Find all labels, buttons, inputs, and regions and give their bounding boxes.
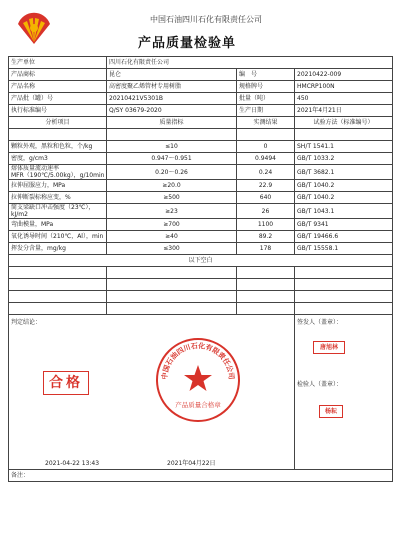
- inspector-label: 检验人（盖章）：: [297, 381, 343, 388]
- row-method: GB/T 1033.2: [295, 153, 393, 165]
- row-result: 1100: [237, 219, 295, 231]
- seal-top-text: 中国石油四川石化有限责任公司: [160, 342, 236, 380]
- qty-value: 450: [295, 93, 393, 105]
- row-index: ≥23: [107, 204, 237, 219]
- name-value: 高密度聚乙烯管材专用树脂: [107, 81, 237, 93]
- row-result: 26: [237, 204, 295, 219]
- col-header-result: 实测结果: [237, 117, 295, 129]
- table-row: [9, 192, 393, 204]
- row-method: GB/T 3682.1: [295, 165, 393, 180]
- row-result: 178: [237, 243, 295, 255]
- no-value: 20210422-009: [295, 69, 393, 81]
- unit-value: 四川石化有限责任公司: [107, 57, 393, 69]
- row-index: ≥700: [107, 219, 237, 231]
- judge-label: 判定结论：: [11, 319, 42, 326]
- signature-cell: [295, 315, 393, 470]
- table-row: [9, 180, 393, 192]
- name-label: 产品名称: [9, 81, 107, 93]
- row-method: SH/T 1541.1: [295, 141, 393, 153]
- row-method: GB/T 1040.2: [295, 192, 393, 204]
- empty-row: [9, 303, 393, 315]
- row-item: 密度，g/cm3: [9, 153, 107, 165]
- table-header-row: [9, 117, 393, 129]
- no-label: 编 号: [237, 69, 295, 81]
- row-method: GB/T 1043.1: [295, 204, 393, 219]
- qty-label: 批量（吨）: [237, 93, 295, 105]
- table-row: [9, 141, 393, 153]
- grade-label: 规格牌号: [237, 81, 295, 93]
- judgement-row: [9, 315, 393, 470]
- row-item: 简支梁缺口冲击强度（23℃）， kJ/m2: [9, 204, 107, 219]
- row-method: GB/T 9341: [295, 219, 393, 231]
- page-title: 产品质量检验单: [138, 36, 237, 51]
- batch-value: 20210421V5301B: [107, 93, 237, 105]
- row-item: 颗粒外观，黑粒和色粒，个/kg: [9, 141, 107, 153]
- row-result: 89.2: [237, 231, 295, 243]
- row-result: 0.24: [237, 165, 295, 180]
- unit-label: 生产单位: [9, 57, 107, 69]
- date-label: 生产日期: [237, 105, 295, 117]
- info-row: [9, 81, 393, 93]
- date-value: 2021年4月21日: [295, 105, 393, 117]
- info-row: [9, 93, 393, 105]
- row-method: GB/T 19466.6: [295, 231, 393, 243]
- blank-note: 以下空白: [9, 255, 393, 267]
- date-center: 2021年04月22日: [167, 460, 216, 467]
- row-result: 22.9: [237, 180, 295, 192]
- brand-label: 产品商标: [9, 69, 107, 81]
- remarks-label: 备注：: [9, 470, 393, 482]
- company-name: 中国石油四川石化有限责任公司: [150, 15, 262, 24]
- row-method: GB/T 15558.1: [295, 243, 393, 255]
- seal-bottom-text: 产品质量合格章: [175, 401, 221, 409]
- row-index: 0.947～0.951: [107, 153, 237, 165]
- pass-stamp: 合格: [43, 371, 89, 395]
- issuer-label: 签发人（盖章）：: [297, 319, 343, 326]
- grade-value: HMCRP100N: [295, 81, 393, 93]
- remarks-row: [9, 470, 393, 482]
- info-row: [9, 105, 393, 117]
- row-result: 0: [237, 141, 295, 153]
- issuer-stamp: 唐旭林: [313, 341, 345, 354]
- col-header-index: 质量指标: [107, 117, 237, 129]
- row-result: 0.9494: [237, 153, 295, 165]
- info-row: [9, 57, 393, 69]
- row-method: GB/T 1040.2: [295, 180, 393, 192]
- row-index: ≤300: [107, 243, 237, 255]
- row-index: ≥40: [107, 231, 237, 243]
- empty-row: [9, 291, 393, 303]
- info-row: [9, 69, 393, 81]
- col-header-method: 试验方法（标准编号）: [295, 117, 393, 129]
- std-label: 执行标准编号: [9, 105, 107, 117]
- table-row: [9, 204, 393, 219]
- table-row: [9, 153, 393, 165]
- petrochina-logo-icon: [14, 8, 54, 46]
- table-row: [9, 219, 393, 231]
- empty-row: [9, 267, 393, 279]
- batch-label: 产品批（罐）号: [9, 93, 107, 105]
- empty-row: [9, 279, 393, 291]
- table-row: [9, 165, 393, 180]
- row-item: 熔体质量流动速率 MFR（190℃/5.00kg），g/10min: [9, 165, 107, 180]
- row-item: 挥发分含量，mg/kg: [9, 243, 107, 255]
- row-index: ≥20.0: [107, 180, 237, 192]
- inspector-stamp: 杨耘: [319, 405, 343, 418]
- inspection-table: [8, 56, 393, 482]
- row-item: 弯曲模量，MPa: [9, 219, 107, 231]
- table-row: [9, 231, 393, 243]
- col-header-item: 分析项目: [9, 117, 107, 129]
- row-index: ≥500: [107, 192, 237, 204]
- row-item: 拉伸断裂标称应变，%: [9, 192, 107, 204]
- quality-seal-icon: [155, 337, 241, 423]
- brand-value: 昆仑: [107, 69, 237, 81]
- date-left: 2021-04-22 13:43: [45, 460, 100, 467]
- row-index: ≤10: [107, 141, 237, 153]
- row-item: 拉伸屈服应力，MPa: [9, 180, 107, 192]
- table-row: [9, 243, 393, 255]
- judgement-cell: [9, 315, 295, 470]
- blank-note-row: [9, 255, 393, 267]
- row-result: 640: [237, 192, 295, 204]
- row-item: 氧化诱导时间（210℃，Al），min: [9, 231, 107, 243]
- row-index: 0.20～0.26: [107, 165, 237, 180]
- std-value: Q/SY 03679-2020: [107, 105, 237, 117]
